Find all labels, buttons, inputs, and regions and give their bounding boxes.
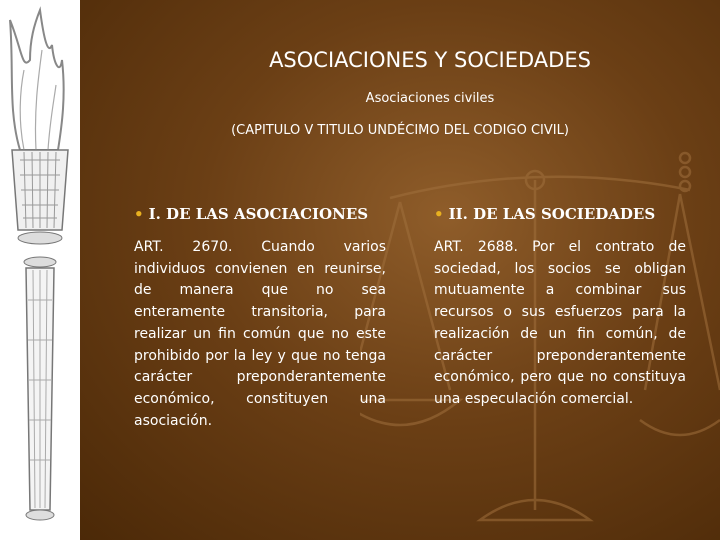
page-title: ASOCIACIONES Y SOCIEDADES bbox=[269, 48, 591, 72]
article-2688-text: ART. 2688. Por el contrato de sociedad, los socios se obligan mutuamente a combinar sus recursos o sus esfuerzos para la realización de un fin común, de carácter preponderantemente económico, pero que no constituya una especulación comercial. bbox=[434, 239, 686, 407]
article-2670-text: ART. 2670. Cuando varios individuos convienen en reunirse, de manera que no sea enteramente transitoria, para realizar un fin común que no este prohibido por la ley y que no tenga carácter preponderantemente económico, constituyen una asociación. bbox=[134, 239, 386, 429]
chapter-reference: (CAPITULO V TITULO UNDÉCIMO DEL CODIGO CIVIL) bbox=[231, 123, 569, 138]
section-heading-label: I. DE LAS ASOCIACIONES bbox=[148, 205, 369, 223]
bullet-icon: • bbox=[434, 205, 444, 223]
left-column bbox=[134, 205, 386, 432]
section-heading-label: II. DE LAS SOCIEDADES bbox=[448, 205, 656, 223]
page-subtitle: Asociaciones civiles bbox=[365, 91, 495, 106]
right-column bbox=[434, 205, 686, 411]
torch-icon bbox=[0, 0, 80, 540]
section-heading-sociedades bbox=[434, 205, 686, 223]
bullet-icon: • bbox=[134, 205, 144, 223]
section-heading-asociaciones bbox=[134, 205, 386, 223]
